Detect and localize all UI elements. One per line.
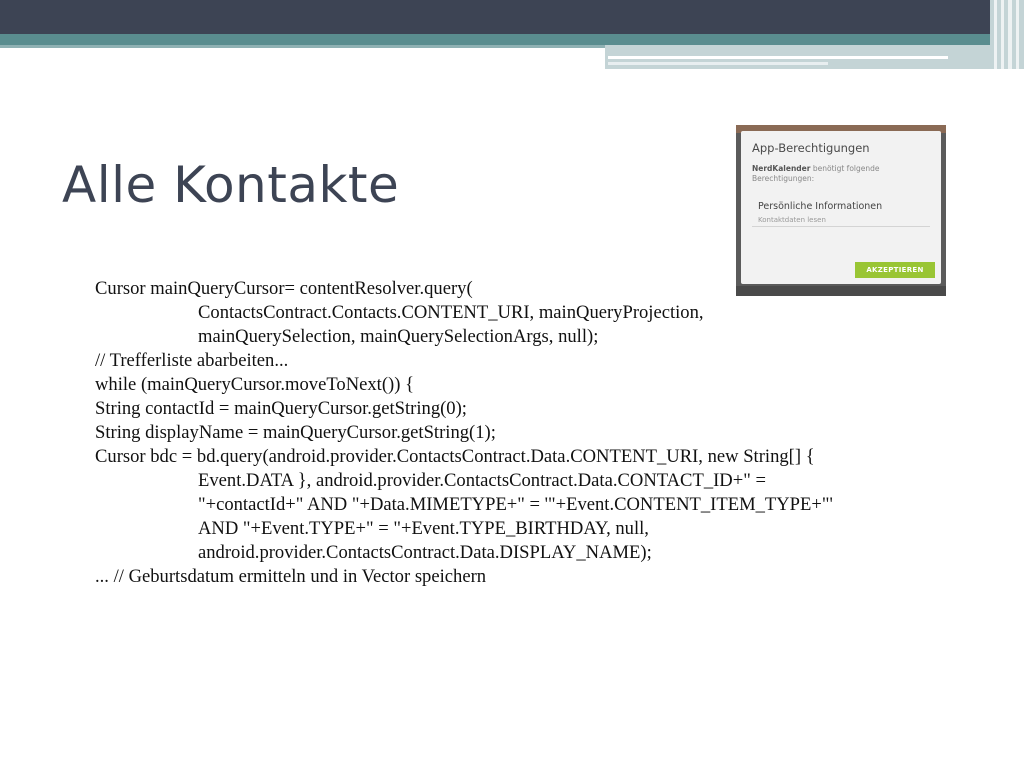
code-line: android.provider.ContactsContract.Data.DISPLAY_NAME); <box>198 542 652 563</box>
header-band-dark <box>0 0 1024 34</box>
code-line: Cursor bdc = bd.query(android.provider.ContactsContract.Data.CONTENT_URI, new String[] { <box>95 446 815 467</box>
app-permission-screenshot <box>736 125 946 296</box>
code-block <box>95 277 975 589</box>
code-line: "+contactId+" AND "+Data.MIMETYPE+" = '"+Event.CONTENT_ITEM_TYPE+"' <box>198 494 833 515</box>
permission-group: Persönliche Informationen <box>758 201 883 212</box>
header-stripe <box>1001 0 1004 69</box>
slide-title: Alle Kontakte <box>62 156 400 214</box>
header-band-teal <box>0 34 1024 45</box>
permission-dialog <box>741 131 941 284</box>
code-line: mainQuerySelection, mainQuerySelectionArgs, null); <box>198 326 599 347</box>
code-line: ... // Geburtsdatum ermitteln und in Vector speichern <box>95 566 487 587</box>
header-stripe <box>1016 0 1019 69</box>
dialog-divider <box>752 226 930 227</box>
code-line: String displayName = mainQueryCursor.getString(1); <box>95 422 496 443</box>
header-band-line-secondary <box>608 62 828 65</box>
code-line: Event.DATA }, android.provider.ContactsContract.Data.CONTACT_ID+" = <box>198 470 766 491</box>
accept-button[interactable]: AKZEPTIEREN <box>855 262 935 278</box>
header-stripe <box>1008 0 1012 69</box>
header-stripe <box>994 0 997 69</box>
header-band-line <box>608 56 948 59</box>
dialog-subtitle <box>752 164 922 184</box>
dialog-title: App-Berechtigungen <box>752 141 870 155</box>
code-line: while (mainQueryCursor.moveToNext()) { <box>95 374 414 395</box>
dialog-subtitle-text: benötigt folgende Berechtigungen: <box>752 164 880 183</box>
code-line: // Trefferliste abarbeiten... <box>95 350 289 371</box>
code-line: Cursor mainQueryCursor= contentResolver.query( <box>95 278 473 299</box>
code-line: ContactsContract.Contacts.CONTENT_URI, mainQueryProjection, <box>198 302 704 323</box>
status-bar <box>736 286 946 296</box>
permission-detail: Kontaktdaten lesen <box>758 216 826 224</box>
header-band-teal-thin <box>0 45 605 48</box>
header-stripes <box>990 0 1024 69</box>
code-line: String contactId = mainQueryCursor.getString(0); <box>95 398 467 419</box>
code-line: AND "+Event.TYPE+" = "+Event.TYPE_BIRTHDAY, null, <box>198 518 649 539</box>
app-name: NerdKalender <box>752 164 811 173</box>
